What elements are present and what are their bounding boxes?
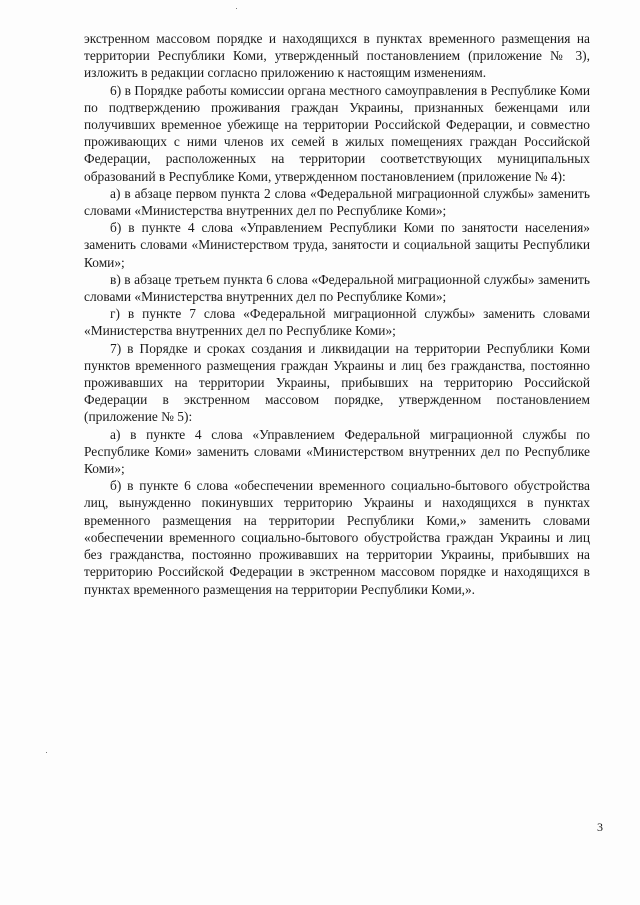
scan-speck	[46, 752, 47, 753]
scan-speck	[236, 8, 237, 9]
paragraph-continuation: экстренном массовом порядке и находящихся в пунктах временного размещения на территории Республики Коми, утвержденный постановлением (приложение № 3), изложить в редакции согласно приложению к настоящим изменениям.	[84, 31, 590, 81]
document-body	[84, 30, 590, 598]
paragraph-item-6v: в) в абзаце третьем пункта 6 слова «Федеральной миграционной службы» заменить словами «Министерства внутренних дел по Республике Коми»;	[84, 271, 590, 305]
paragraph-item-7a: а) в пункте 4 слова «Управлением Федеральной миграционной службы по Республике Коми» заменить словами «Министерством внутренних дел по Республике Коми»;	[84, 426, 590, 477]
paragraph-item-6g: г) в пункте 7 слова «Федеральной миграционной службы» заменить словами «Министерства внутренних дел по Республике Коми»;	[84, 306, 590, 339]
paragraph-item-7b: б) в пункте 6 слова «обеспечении временного социально-бытового обустройства лиц, вынужденно покинувших территорию Украины и находящихся в пунктах временного размещения на территории Республики Коми,» заменить словами «обеспечении временного социально-бытового обустройства граждан Украины и лиц без гражданства, постоянно проживавших на территории Украины, прибывших на территорию Российской Федерации в экстренном массовом порядке и находящихся в пунктах временного размещения на территории Республики Коми,».	[84, 478, 590, 597]
paragraph-item-6: 6) в Порядке работы комиссии органа местного самоуправления в Республике Коми по подтверждению проживания граждан Украины, признанных беженцами или получивших временное убежище на территории Российской Федерации, и совместно проживающих с ними членов их семей в жилых помещениях граждан Российской Федерации, расположенных на территории соответствующих муниципальных образований в Республике Коми, утвержденном постановлением (приложение № 4):	[84, 82, 590, 184]
paragraph-item-6b: б) в пункте 4 слова «Управлением Республики Коми по занятости населения» заменить словами «Министерством труда, занятости и социальной защиты Республики Коми»;	[84, 220, 590, 270]
paragraph-item-7: 7) в Порядке и сроках создания и ликвидации на территории Республики Коми пунктов временного размещения граждан Украины и лиц без гражданства, постоянно проживавших на территории Украины, прибывших на территорию Российской Федерации в экстренном массовом порядке, утвержденном постановлением (приложение № 5):	[84, 340, 590, 425]
paragraph-item-6a: а) в абзаце первом пункта 2 слова «Федеральной миграционной службы» заменить словами «Министерства внутренних дел по Республике Коми»;	[84, 185, 590, 219]
page-number: 3	[597, 820, 603, 834]
